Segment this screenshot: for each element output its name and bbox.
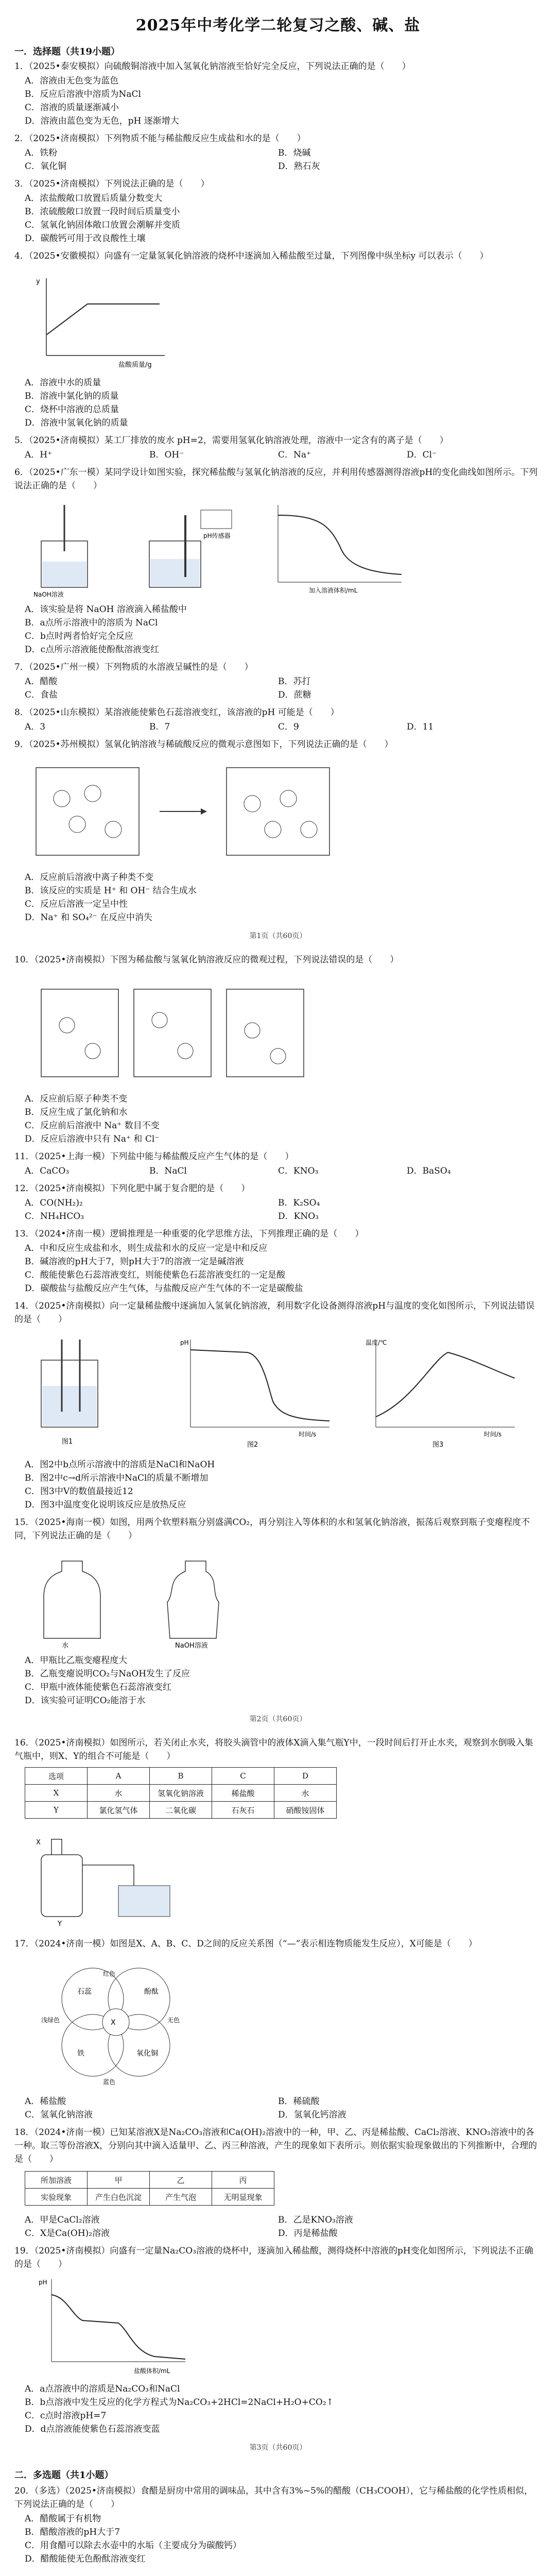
option: C．NH₄HCO₃ — [25, 1211, 84, 1222]
sensor-box — [201, 510, 232, 529]
beaker — [134, 989, 211, 1077]
option: B．图2中c→d所示溶液中NaCl的质量不断增加 — [25, 1473, 208, 1483]
table-cell: 氢氧化钠溶液 — [150, 1785, 212, 1802]
color-label: 无色 — [167, 2016, 180, 2024]
bottle-label: NaOH溶液 — [175, 1642, 208, 1649]
option: C．X是Ca(OH)₂溶液 — [25, 2228, 110, 2239]
question-stem: 11．（2025•上海一模）下列盐中能与稀盐酸反应产生气体的是（ ） — [14, 1151, 294, 1162]
color-label: 浅绿色 — [41, 2016, 60, 2024]
option: B．反应生成了氯化钠和水 — [25, 1107, 128, 1117]
option: C．食盐 — [25, 690, 58, 700]
table-row — [25, 2189, 274, 2206]
option: A．中和反应生成盐和水，则生成盐和水的反应一定是中和反应 — [25, 1243, 268, 1253]
option: A．CaCO₃ — [25, 1166, 70, 1176]
ion — [105, 821, 121, 838]
option: A．醋酸属于有机物 — [25, 2514, 101, 2524]
ion — [280, 790, 297, 807]
option: A．图2中b点所示溶液中的溶质是NaCl和NaOH — [25, 1460, 215, 1470]
ion — [178, 1043, 193, 1059]
option: C．b点时两者恰好完全反应 — [25, 631, 133, 641]
page-footer: 第2页（共60页） — [249, 1715, 307, 1723]
option: C．反应前后溶液中 Na⁺ 数目不变 — [25, 1121, 160, 1131]
q17-venn — [31, 1958, 247, 2087]
question-stem: 18．（2024•济南一模）已知某溶液X是Na₂CO₃溶液和Ca(OH)₂溶液中的一种，甲、乙、丙是稀盐酸、CaCl₂溶液、KNO₃溶液中的各一种。取三等份溶液X，分别向其中滴入适量甲、乙、丙三种溶液，产生的现象如下表所示。则依据实验现象做出的下列推断中，合理的是（ ） — [14, 2127, 537, 2164]
page-footer: 第1页（共60页） — [249, 932, 307, 940]
q6-figure — [31, 495, 422, 598]
table-header: 选项 — [25, 1768, 88, 1785]
ion — [84, 785, 101, 802]
option: B．a点所示溶液中的溶质为 NaCl — [25, 618, 158, 628]
q10-micro-diagram — [31, 974, 432, 1087]
option: D．d点溶液能使紫色石蕊溶液变蓝 — [25, 2424, 160, 2434]
ph-curve — [51, 2295, 185, 2359]
table-cell: 氯化氢气体 — [88, 1802, 150, 1819]
option: A．甲瓶比乙瓶变瘪程度大 — [25, 1655, 128, 1666]
section-heading: 二．多选题（共1小题） — [14, 2470, 114, 2481]
question-stem: 15．（2025•海南一模）如图，用两个软塑料瓶分别盛满CO₂，再分别注入等体积的水和氢氧化钠溶液，振荡后观察到瓶子变瘪程度不同，下列说法正确的是（ ） — [14, 1517, 530, 1541]
ph-curve — [190, 1350, 329, 1421]
option: B．OH⁻ — [149, 450, 184, 460]
bottle-label: 水 — [62, 1642, 69, 1649]
label-y: Y — [58, 1920, 62, 1927]
option: C．酸能使紫色石蕊溶液变红，则能使紫色石蕊溶液变红的一定是酸 — [25, 1270, 286, 1280]
option: C．c点时溶液pH=7 — [25, 2411, 107, 2421]
option: D．溶液由蓝色变为无色，pH 逐渐增大 — [25, 116, 179, 126]
y-label: 温度/℃ — [366, 1339, 387, 1346]
circle-label: 酚酞 — [144, 1988, 159, 1996]
option: A．稀盐酸 — [25, 2096, 66, 2107]
table-cell: 产生气泡 — [150, 2189, 212, 2206]
question-stem: 4．（2025•安徽模拟）向盛有一定量氢氧化钠溶液的烧杯中逐滴加入稀盐酸至过量，下列图像中纵坐标y 可以表示（ ） — [14, 251, 489, 261]
option: C．Na⁺ — [278, 450, 311, 460]
table-header: 乙 — [150, 2172, 212, 2189]
option: B．b点溶液中发生反应的化学方程式为Na₂CO₃+2HCl=2NaCl+H₂O+CO₂↑ — [25, 2397, 334, 2408]
table-row — [25, 1802, 337, 1819]
table-cell: 无明显现象 — [212, 2189, 274, 2206]
q4-graph — [31, 273, 175, 371]
x-label: 时间/s — [484, 1431, 502, 1438]
page-footer: 第3页（共60页） — [249, 2444, 307, 2452]
table-cell: Y — [25, 1802, 88, 1819]
option: B．反应后溶液中溶质为NaCl — [25, 89, 141, 99]
q14-figures — [21, 1329, 535, 1453]
q16-apparatus — [31, 1824, 216, 1927]
option: D．丙是稀盐酸 — [278, 2228, 338, 2239]
table-cell: 稀盐酸 — [212, 1785, 274, 1802]
question-stem: 19．（2025•济南模拟）向盛有一定量Na₂CO₃溶液的烧杯中，逐滴加入稀盐酸，测得烧杯中溶液的pH变化如图所示，下列说法不正确的是（ ） — [14, 2246, 533, 2269]
option: D．图3中温度变化说明该反应是放热反应 — [25, 1500, 186, 1510]
y-label: pH — [39, 2279, 47, 2286]
x-label: 盐酸体积/mL — [134, 2367, 170, 2375]
option: D．KNO₃ — [278, 1211, 319, 1222]
table-cell: 水 — [274, 1785, 337, 1802]
beaker — [36, 768, 139, 855]
circle-label: 铁 — [77, 2049, 84, 2058]
option: D．溶液中氢氧化钠的质量 — [25, 418, 128, 428]
ion — [301, 821, 317, 838]
question-stem: 5．（2025•济南模拟）某工厂排放的废水 pH=2，需要用氢氧化钠溶液处理，溶液中一定含有的离子是（ ） — [14, 435, 448, 446]
color-label: 蓝色 — [103, 2078, 116, 2086]
y-label: y — [36, 278, 40, 285]
table-header: D — [274, 1768, 337, 1785]
option: A．铁粉 — [25, 148, 58, 158]
beaker — [227, 768, 329, 855]
question-stem: 8．（2025•山东模拟）某溶液能使紫色石蕊溶液变红，该溶液的pH 可能是（ ） — [14, 707, 339, 718]
question-stem: 3．（2025•济南模拟）下列说法正确的是（ ） — [14, 179, 210, 189]
beaker — [227, 989, 304, 1077]
q18-table — [25, 2171, 274, 2206]
circle-label: X — [111, 2019, 116, 2027]
option: A．甲是CaCl₂溶液 — [25, 2215, 100, 2225]
option: B．NaCl — [149, 1166, 187, 1176]
question-stem: 16．（2025•济南模拟）如图所示，若关闭止水夹，将胶头滴管中的液体X滴入集气瓶Y中，一段时间后打开止水夹，观察到水倒吸入集气瓶中，则X、Y的组合不可能是（ ） — [14, 1738, 533, 1761]
option: B．乙瓶变瘪说明CO₂与NaOH发生了反应 — [25, 1669, 190, 1679]
option: A．CO(NH₂)₂ — [25, 1198, 83, 1208]
option: B．该反应的实质是 H⁺ 和 OH⁻ 结合生成水 — [25, 886, 197, 896]
option: D．碳酸钙可用于改良酸性土壤 — [25, 233, 146, 244]
table-header: 丙 — [212, 2172, 274, 2189]
x-label: 加入溶液体积/mL — [309, 587, 358, 594]
option: A．溶液中水的质量 — [25, 378, 101, 388]
table-cell: 产生白色沉淀 — [88, 2189, 150, 2206]
solution — [42, 562, 86, 586]
q9-micro-diagram — [31, 757, 422, 866]
question-stem: 12．（2025•济南模拟）下列化肥中属于复合肥的是（ ） — [14, 1183, 250, 1194]
option: D．蔗糖 — [278, 690, 311, 700]
table-cell: 实验现象 — [25, 2189, 88, 2206]
circle-label: 氧化铜 — [136, 2049, 158, 2058]
option: B．醋酸溶液的pH大于7 — [25, 2527, 120, 2537]
option: A．a点溶液中的溶质是Na₂CO₃和NaCl — [25, 2384, 180, 2394]
fig-label: pH传感器 — [203, 532, 231, 539]
option: D．醋酸能使无色酚酞溶液变红 — [25, 2554, 146, 2564]
option: D．氢氧化钙溶液 — [278, 2110, 346, 2120]
option: B．乙是KNO₃溶液 — [278, 2215, 353, 2225]
fig-label: 图3 — [432, 1441, 444, 1449]
question-stem: 6．（2025•广东一模）某同学设计如图实验，探究稀盐酸与氢氧化钠溶液的反应，并利用传感器测得溶液pH的变化曲线如图所示。下列说法正确的是（ ） — [14, 467, 538, 491]
option: B．稀硫酸 — [278, 2096, 320, 2107]
ion — [244, 795, 260, 812]
option: A．溶液由无色变为蓝色 — [25, 76, 119, 86]
option: D．Na⁺ 和 SO₄²⁻ 在反应中消失 — [25, 912, 153, 923]
ion — [54, 790, 70, 807]
option: D．11 — [407, 722, 434, 732]
circle — [102, 2009, 129, 2036]
label-x: X — [36, 1839, 41, 1846]
option: B．碱溶液的pH大于7，则pH大于7的溶液一定是碱溶液 — [25, 1257, 244, 1267]
question-stem: 14．（2025•济南模拟）向一定量稀盐酸中逐滴加入氢氧化钠溶液，利用数字化设备测得溶液pH与温度的变化如图所示，下列说法错误的是（ ） — [14, 1301, 535, 1325]
option: C．反应后溶液一定呈中性 — [25, 899, 128, 909]
x-label: 盐酸质量/g — [118, 361, 152, 369]
option: A．反应前后原子种类不变 — [25, 1094, 128, 1104]
section-heading: 一．选择题（共19小题） — [14, 46, 120, 57]
dropper — [51, 1839, 62, 1855]
question-stem: 10．（2025•济南模拟）下图为稀盐酸与氢氧化钠溶液反应的微观过程，下列说法错误的是（ ） — [14, 955, 399, 965]
circle-label: 石蕊 — [77, 1988, 92, 1996]
option: D．Cl⁻ — [407, 450, 437, 460]
ion — [85, 1043, 100, 1059]
ion — [69, 816, 85, 833]
option: A．浓盐酸敞口放置后质量分数变大 — [25, 193, 163, 204]
x-label: 时间/s — [299, 1431, 317, 1438]
bottle — [44, 1561, 100, 1638]
question-stem: 17．（2024•济南一模）如图是X、A、B、C、D之间的反应关系图（“—”表示相连物质能发生反应），X可能是（ ） — [14, 1939, 477, 1949]
table-cell: 水 — [88, 1785, 150, 1802]
question-stem: 1．（2025•泰安模拟）向硫酸铜溶液中加入氢氧化钠溶液至恰好完全反应，下列说法正确的是（ ） — [14, 61, 411, 72]
option: D．反应后溶液中只有 Na⁺ 和 Cl⁻ — [25, 1134, 160, 1144]
ion — [245, 1023, 260, 1038]
option: B．浓硫酸敞口放置一段时间后质量变小 — [25, 207, 180, 217]
table-row — [25, 2172, 274, 2189]
table-header: 所加溶液 — [25, 2172, 88, 2189]
question-stem: 13．（2024•济南一模）逻辑推理是一种重要的化学思维方法，下列推理正确的是（ ） — [14, 1229, 364, 1239]
ph-curve — [278, 515, 402, 574]
option: C．9 — [278, 722, 299, 732]
option: C．KNO₃ — [278, 1166, 319, 1176]
gas-bottle — [41, 1855, 82, 1917]
ion — [59, 1018, 75, 1033]
option: C．氢氧化钠溶液 — [25, 2110, 93, 2120]
fig-label: NaOH溶液 — [33, 591, 64, 598]
table-header: C — [212, 1768, 274, 1785]
option: C．氢氧化钠固体敞口放置会潮解并变质 — [25, 220, 181, 230]
table-cell: 硝酸铵固体 — [274, 1802, 337, 1819]
temp-curve — [376, 1352, 515, 1417]
ion — [265, 821, 281, 838]
option: B．烧碱 — [278, 148, 311, 158]
q19-graph — [31, 2274, 196, 2377]
option: C．氧化铜 — [25, 161, 67, 172]
question-stem: 2．（2025•济南模拟）下列物质不能与稀盐酸反应生成盐和水的是（ ） — [14, 133, 306, 144]
question-stem: 7．（2025•广州一模）下列物质的水溶液呈碱性的是（ ） — [14, 662, 253, 672]
option: D．碳酸盐与盐酸反应产生气体，与盐酸反应产生气体的不一定是碳酸盐 — [25, 1283, 303, 1294]
table-cell: 石灰石 — [212, 1802, 274, 1819]
option: C．溶液的质量逐渐减小 — [25, 103, 119, 113]
fig-label: 图2 — [247, 1441, 258, 1449]
table-header: B — [150, 1768, 212, 1785]
option: A．反应前后溶液中离子种类不变 — [25, 872, 154, 883]
option: B．溶液中氯化钠的质量 — [25, 391, 119, 401]
curve — [46, 304, 160, 335]
table-cell: X — [25, 1785, 88, 1802]
q15-bottles — [31, 1546, 299, 1649]
arrow-head — [201, 808, 207, 815]
y-label: pH — [180, 1339, 189, 1346]
option: A．该实验是将 NaOH 溶液滴入稀盐酸中 — [25, 604, 187, 615]
color-label: 红色 — [103, 1970, 116, 1977]
option: B．K₂SO₄ — [278, 1198, 320, 1208]
table-row — [25, 1768, 337, 1785]
table-cell: 二氧化碳 — [150, 1802, 212, 1819]
option: C．烧杯中溶液的总质量 — [25, 404, 119, 415]
option: C．用食醋可以除去水壶中的水垢（主要成分为碳酸钙） — [25, 2540, 242, 2551]
table-header: A — [88, 1768, 150, 1785]
option: A．H⁺ — [25, 450, 53, 460]
fig-label: 图1 — [62, 1438, 73, 1446]
bottle — [167, 1561, 219, 1638]
ion — [152, 1012, 167, 1028]
option: A．3 — [25, 722, 46, 732]
solution — [150, 559, 200, 586]
option: D．BaSO₄ — [407, 1166, 451, 1176]
water-trough — [118, 1886, 170, 1917]
option: D．熟石灰 — [278, 161, 320, 172]
question-stem: 9．（2025•苏州模拟）氢氧化钠溶液与稀硫酸反应的微观示意图如下，下列说法正确的是（ ） — [14, 739, 393, 750]
option: D．该实验可证明CO₂能溶于水 — [25, 1696, 146, 1706]
question-stem: 20．（多选）（2025•济南模拟）食醋是厨房中常用的调味品，其中含有3%~5%的醋酸（CH₃COOH），它与稀盐酸的化学性质相似，下列说法正确的是（ ） — [14, 2486, 533, 2510]
option: B．7 — [149, 722, 170, 732]
option: C．图3中V的数值最接近12 — [25, 1486, 133, 1497]
page-title: 2025年中考化学二轮复习之酸、碱、盐 — [135, 16, 421, 35]
option: A．醋酸 — [25, 676, 58, 687]
q16-table — [25, 1767, 337, 1819]
solution — [42, 1386, 97, 1426]
option: C．甲瓶中液体能使紫色石蕊溶液变红 — [25, 1682, 172, 1692]
option: D．c点所示溶液能使酚酞溶液变红 — [25, 645, 160, 655]
option: B．苏打 — [278, 676, 311, 687]
ion — [270, 1048, 286, 1064]
beaker — [41, 989, 118, 1077]
table-header: 甲 — [88, 2172, 150, 2189]
table-row — [25, 1785, 337, 1802]
